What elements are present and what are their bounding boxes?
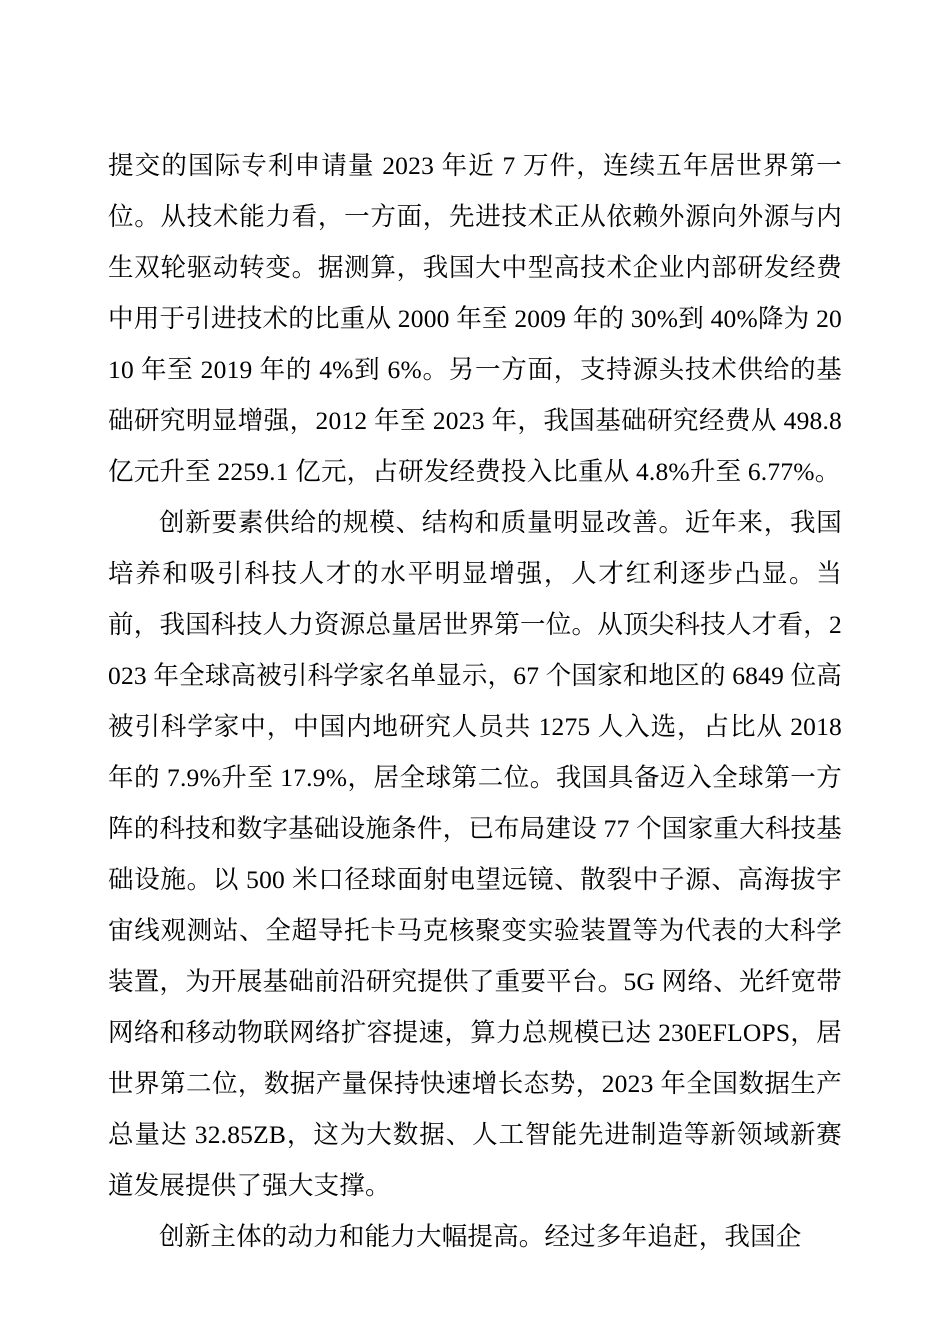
paragraph-2: 创新要素供给的规模、结构和质量明显改善。近年来，我国培养和吸引科技人才的水平明显增强，人才红利逐步凸显。当前，我国科技人力资源总量居世界第一位。从顶尖科技人才看，2023 年全球高被引科学家名单显示，67 个国家和地区的 6849 位高被引科学家中，中国内地研究人员共 1275 人入选，占比从 2018 年的 7.9%升至 17.9%，居全球第二位。我国具备迈入全球第一方阵的科技和数字基础设施条件，已布局建设 77 个国家重大科技基础设施。以 500 米口径球面射电望远镜、散裂中子源、高海拔宇宙线观测站、全超导托卡马克核聚变实验装置等为代表的大科学装置，为开展基础前沿研究提供了重要平台。5G 网络、光纤宽带网络和移动物联网络扩容提速，算力总规模已达 230EFLOPS，居世界第二位，数据产量保持快速增长态势，2023 年全国数据生产总量达 32.85ZB，这为大数据、人工智能先进制造等新领域新赛道发展提供了强大支撑。	[108, 508, 842, 1200]
document-body	[108, 140, 842, 1262]
paragraph-1: 提交的国际专利申请量 2023 年近 7 万件，连续五年居世界第一位。从技术能力看，一方面，先进技术正从依赖外源向外源与内生双轮驱动转变。据测算，我国大中型高技术企业内部研发经费中用于引进技术的比重从 2000 年至 2009 年的 30%到 40%降为 2010 年至 2019 年的 4%到 6%。另一方面，支持源头技术供给的基础研究明显增强，2012 年至 2023 年，我国基础研究经费从 498.8 亿元升至 2259.1 亿元，占研发经费投入比重从 4.8%升至 6.77%。	[108, 151, 842, 486]
paragraph-3: 创新主体的动力和能力大幅提高。经过多年追赶，我国企	[159, 1222, 802, 1251]
